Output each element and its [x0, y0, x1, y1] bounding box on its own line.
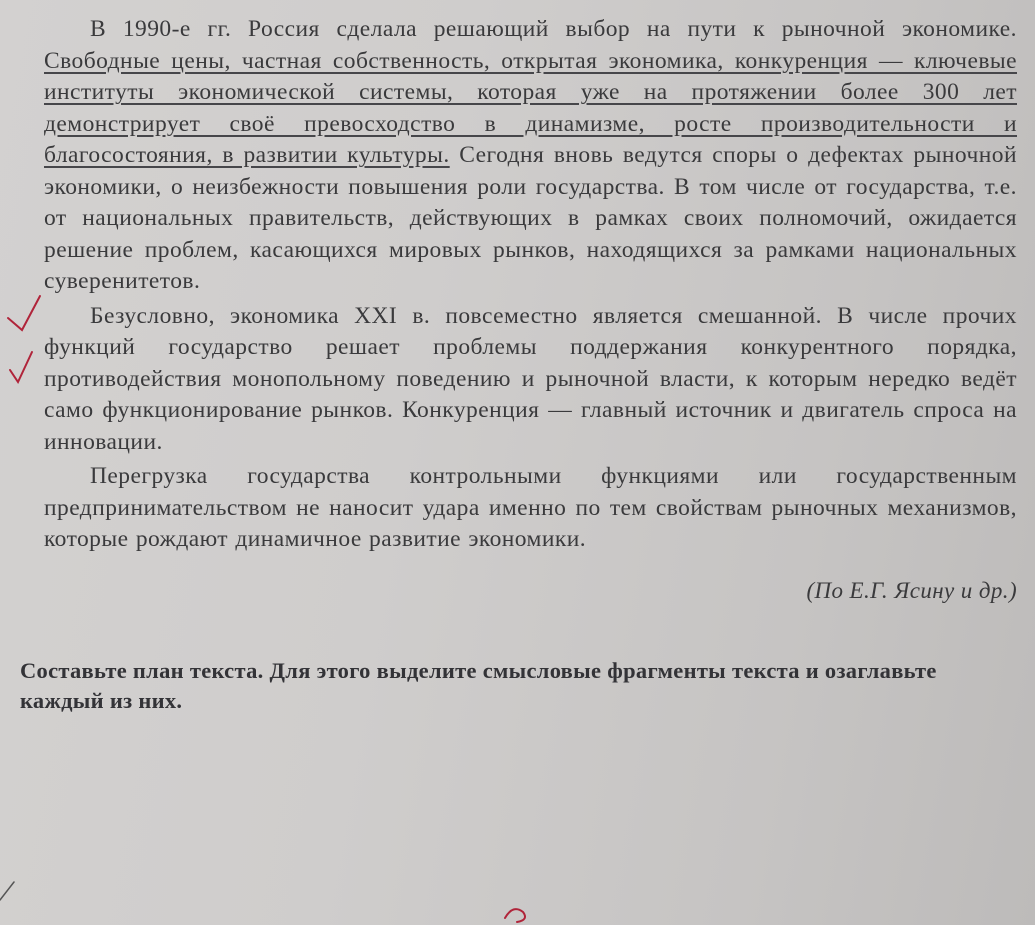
paragraph-3 [44, 461, 1017, 556]
paragraph-2-text: Безусловно, экономика XXI в. повсеместно является смешанной. В числе прочих функций государство решает проблемы поддержания конкурентного порядка, противодействия монопольному поведению и рыночной власти, к которым нередко ведёт само функционирование рынков. Конкуренция — главный источник и двигатель спроса на инновации. [44, 302, 1017, 455]
paragraph-1-part-3: Сегодня вновь ведутся споры о дефектах рыночной экономики, о неизбежности повышения роли государства. В том числе от государства, т.е. от национальных правительств, действующих в рамках своих полномочий, ожидается решение проблем, касающихся мировых рынков, находящихся за рамками национальных суверенитетов. [44, 142, 1017, 294]
pen-scribble [505, 909, 525, 922]
task-instruction: Составьте план текста. Для этого выделите смысловые фрагменты текста и озаглавьте каждый из них. [20, 657, 937, 713]
pen-stroke [0, 882, 14, 900]
paragraph-3-text: Перегрузка государства контрольными функциями или государственным предпринимательством не наносит удара именно по тем свойствам рыночных механизмов, которые рождают динамичное развитие экономики. [44, 463, 1017, 552]
source-citation: (По Е.Г. Ясину и др.) [806, 577, 1017, 603]
paragraph-1 [44, 14, 1017, 298]
pen-check-mark-1 [8, 296, 40, 330]
paragraph-1-part-1: В 1990-е гг. Россия сделала решающий выбор на пути к рыночной экономике. [90, 16, 1017, 42]
paragraph-2 [44, 301, 1017, 459]
text-body [44, 14, 1017, 556]
paragraph-1-underlined-part: Свободные цены, частная собственность, открытая экономика, конкуренция — ключевые институты экономической системы, которая уже на протяжении более 300 лет демонстрирует своё превосходство в динамизме, росте производительности и благосостояния, в развитии культуры. [44, 47, 1017, 168]
pen-check-mark-2 [10, 352, 32, 382]
